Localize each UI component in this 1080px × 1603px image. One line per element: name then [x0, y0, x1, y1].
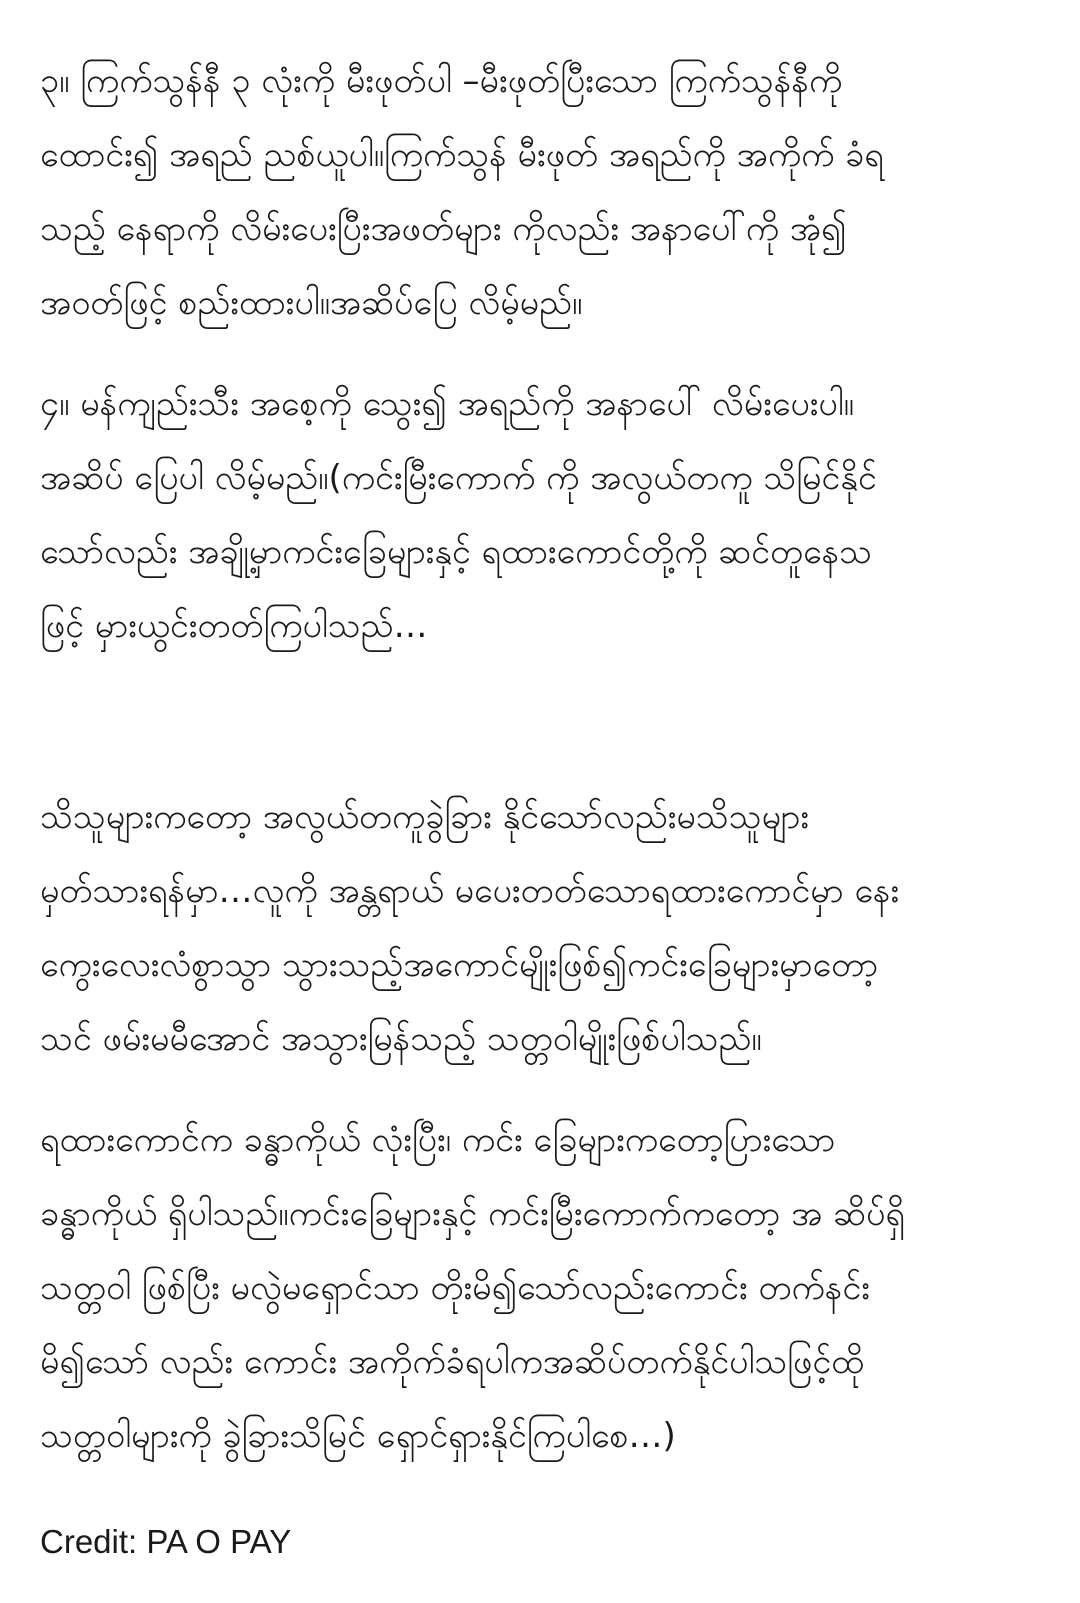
paragraph-body-shape [40, 1103, 1040, 1473]
credit-line: Credit: PA O PAY [40, 1523, 292, 1560]
text-line: ၃။ ကြက်သွန်နီ ၃ လုံးကို မီးဖုတ်ပါ –မီးဖုတ်ပြီးသော ကြက်သွန်နီကို [40, 61, 843, 101]
text-line: ထောင်း၍ အရည် ညစ်ယူပါ။ကြက်သွန် မီးဖုတ် အရည်ကို အကိုက် ခံရ [40, 135, 884, 175]
text-line: ၄။ မန်ကျည်းသီး အစေ့ကို သွေး၍ အရည်ကို အနာပေါ် လိမ်းပေးပါ။ [40, 384, 854, 424]
paragraph-onion-remedy [40, 44, 1040, 340]
text-line: သင် ဖမ်းမမီအောင် အသွားမြန်သည့် သတ္တဝါမျိုးဖြစ်ပါသည်။ [40, 1019, 762, 1059]
text-line: မိ၍သော် လည်း ကောင်း အကိုက်ခံရပါကအဆိပ်တက်နိုင်ပါသဖြင့်ထို [40, 1342, 865, 1382]
text-line: အဝတ်ဖြင့် စည်းထားပါ။အဆိပ်ပြေ လိမ့်မည်။ [40, 283, 583, 323]
paragraph-tamarind-remedy [40, 367, 1040, 663]
text-line: အဆိပ် ပြေပါ လိမ့်မည်။(ကင်းမြီးကောက် ကို အလွယ်တကူ သိမြင်နိုင် [40, 458, 877, 498]
text-line: ကွေးလေးလံစွာသွာ သွားသည့်အကောင်မျိုးဖြစ်၍ကင်းခြေများမှာတော့ [40, 945, 879, 985]
text-line: သိသူများကတော့ အလွယ်တကူခွဲခြား နိုင်သော်လည်းမသိသူများ [40, 797, 809, 837]
text-line: မှတ်သားရန်မှာ…လူကို အန္တရာယ် မပေးတတ်သောရထားကောင်မှာ နေး [40, 871, 900, 911]
text-line: ရထားကောင်က ခန္ဓာကိုယ် လုံးပြီး၊ ကင်း ခြေများကတော့ပြားသော [40, 1120, 836, 1160]
text-line: ခန္ဓာကိုယ် ရှိပါသည်။ကင်းခြေများနှင့် ကင်းမြီးကောက်ကတော့ အ ဆိပ်ရှိ [40, 1194, 905, 1234]
text-line: သော်လည်း အချို့မှာကင်းခြေများနှင့် ရထားကောင်တို့ကို ဆင်တူနေသ [40, 532, 873, 572]
text-line: ဖြင့် မှားယွင်းတတ်ကြပါသည်… [40, 606, 428, 646]
text-line: သတ္တဝါ ဖြစ်ပြီး မလွဲမရှောင်သာ တိုးမိ၍သော်လည်းကောင်း တက်နင်း [40, 1268, 870, 1308]
text-line: သည့် နေရာကို လိမ်းပေးပြီးအဖတ်များ ကိုလည်း အနာပေါ်ကို အုံ၍ [40, 209, 847, 249]
paragraph-identification [40, 780, 1040, 1076]
text-line: သတ္တဝါများကို ခွဲခြားသိမြင် ရှောင်ရှားနိုင်ကြပါစေ…) [40, 1416, 676, 1456]
